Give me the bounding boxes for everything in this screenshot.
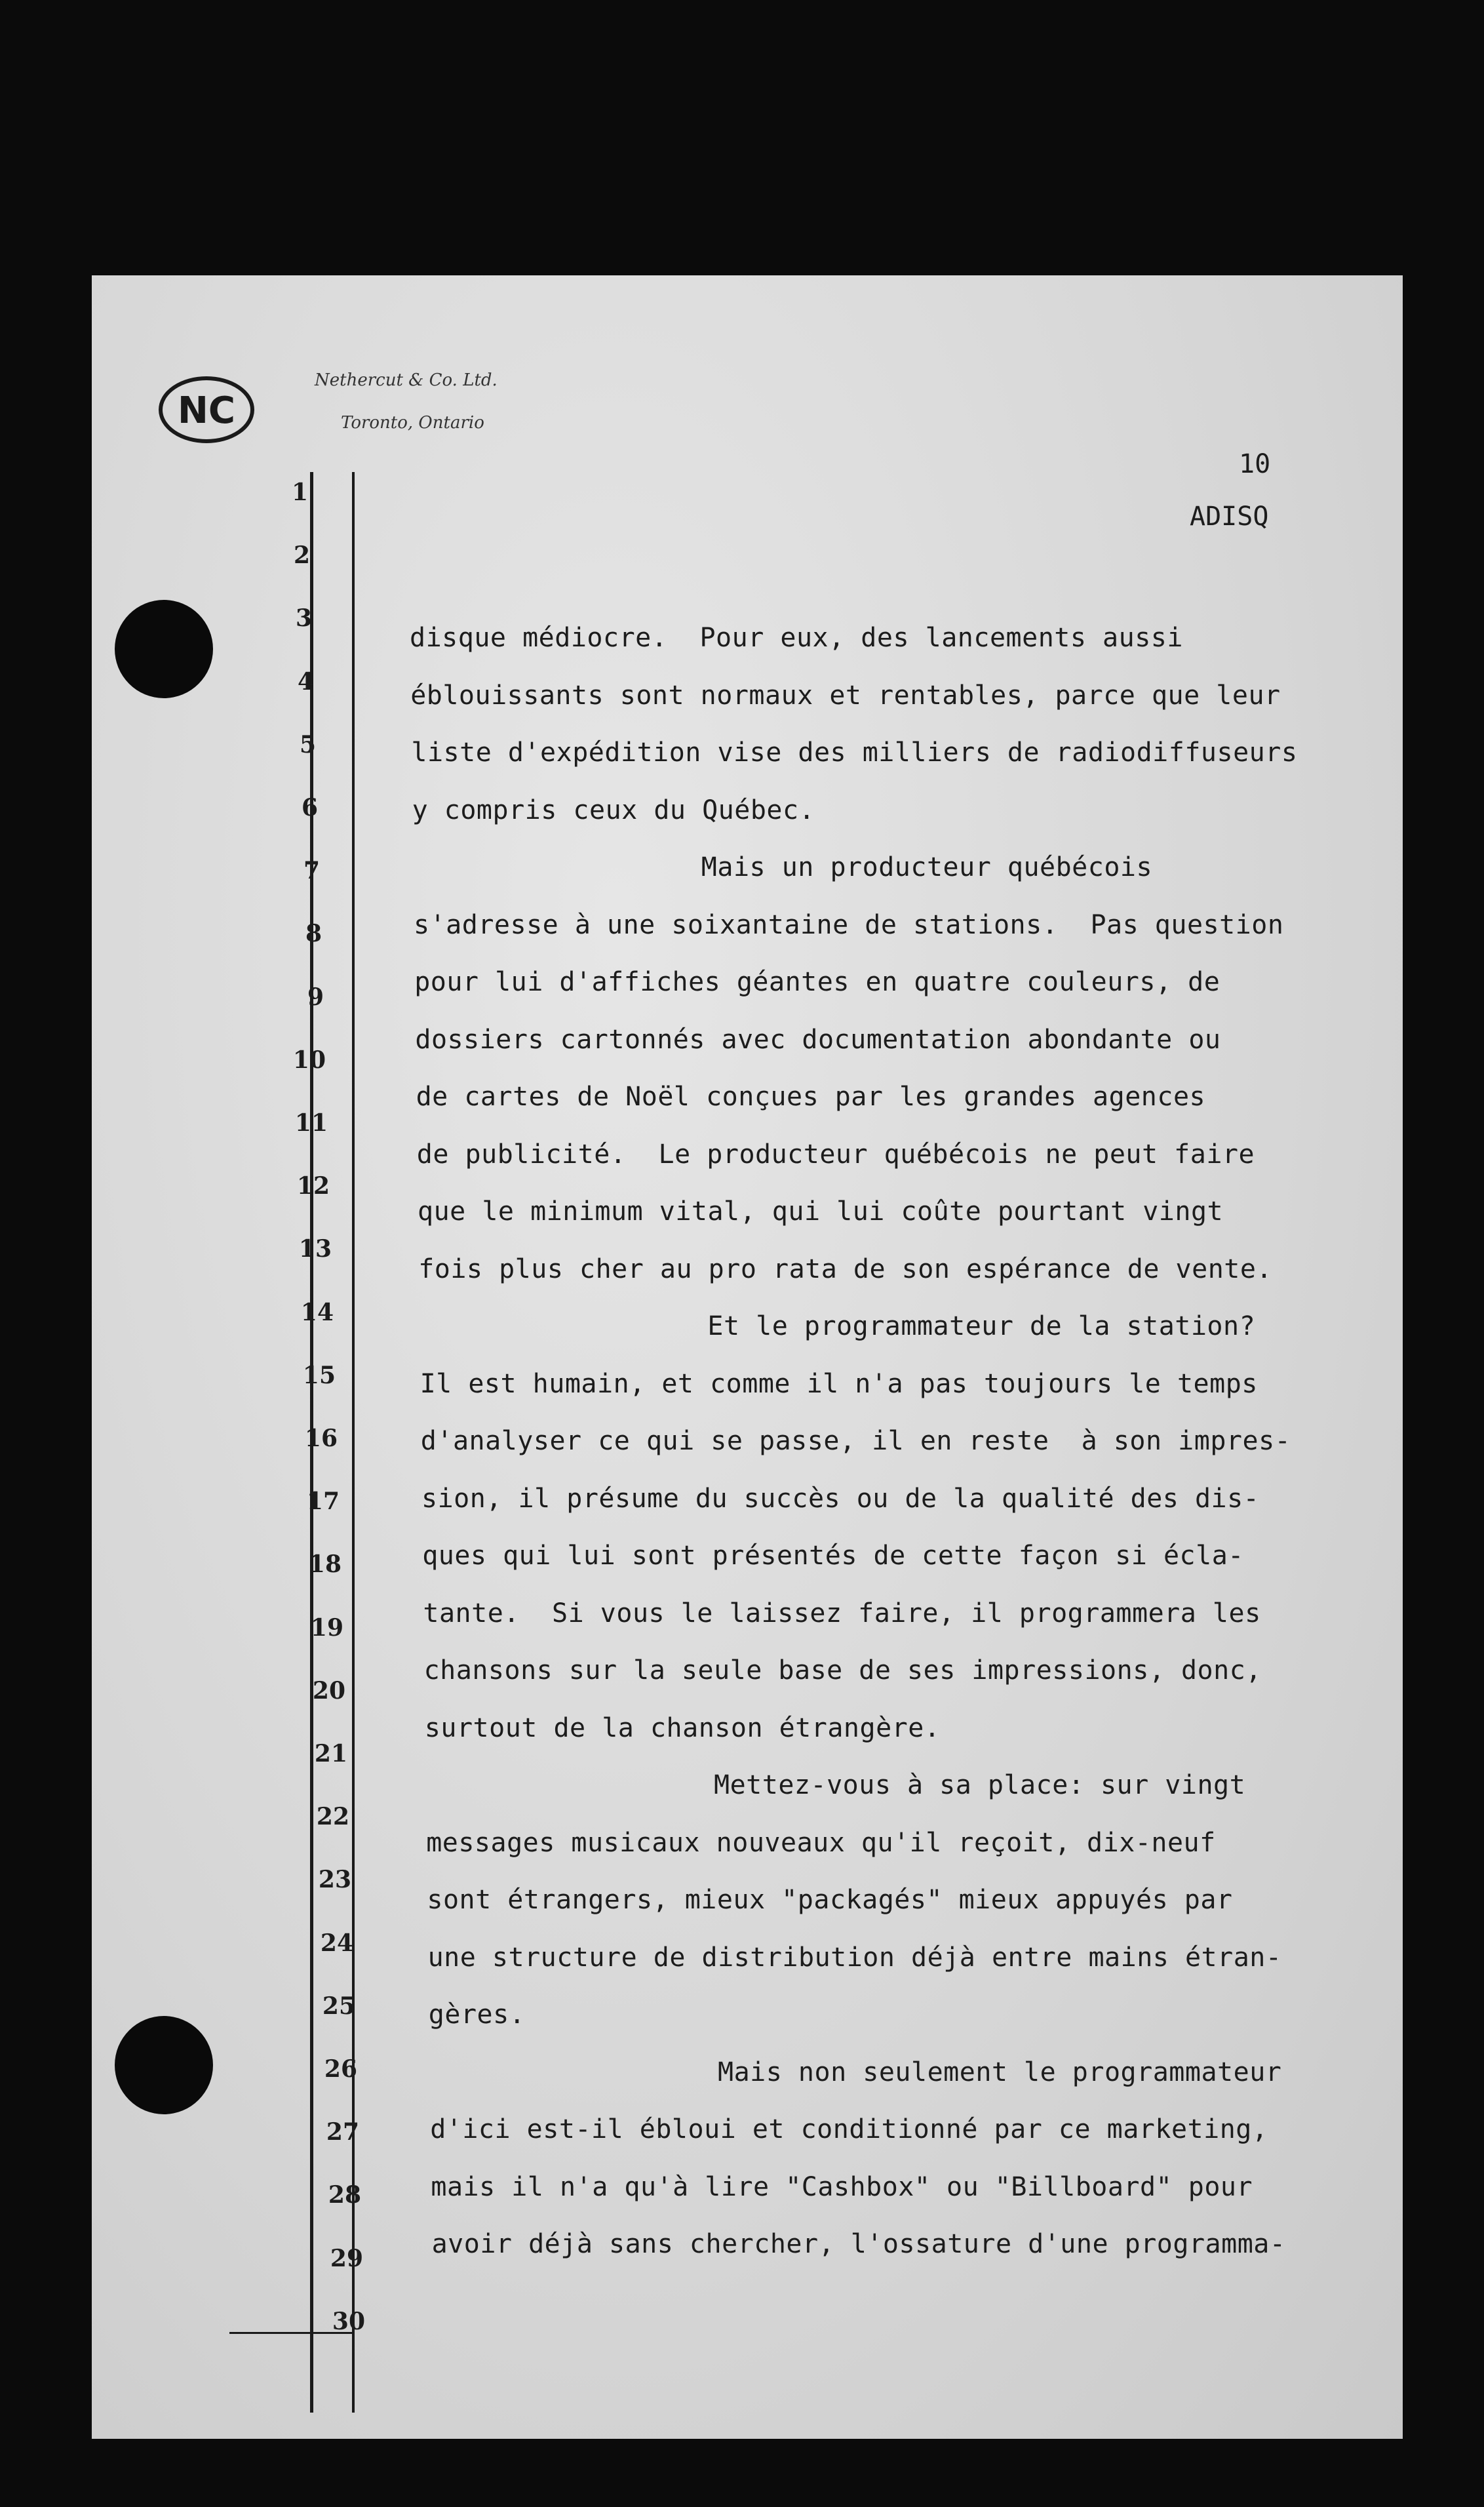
text-line: Mais un producteur québécois xyxy=(701,852,1153,882)
text-line: Mettez-vous à sa place: sur vingt xyxy=(714,1770,1246,1800)
text-line: d'analyser ce qui se passe, il en reste à son impres- xyxy=(420,1426,1291,1456)
text-line: éblouissants sont normaux et rentables, parce que leur xyxy=(410,680,1281,711)
logo-text: NC xyxy=(178,389,235,432)
line-number: 10 xyxy=(292,1046,326,1074)
line-number: 21 xyxy=(314,1740,347,1767)
line-number: 12 xyxy=(296,1172,330,1200)
line-number: 13 xyxy=(298,1235,332,1263)
line-number: 24 xyxy=(320,1929,353,1957)
text-line: que le minimum vital, qui lui coûte pourtant vingt xyxy=(418,1196,1224,1227)
line-number: 1 xyxy=(291,479,308,506)
line-number: 4 xyxy=(297,667,314,696)
text-line: messages musicaux nouveaux qu'il reçoit, dix-neuf xyxy=(426,1827,1216,1858)
text-line: sont étrangers, mieux "packagés" mieux appuyés par xyxy=(427,1885,1233,1915)
letterhead-company: Nethercut & Co. Ltd. xyxy=(315,370,498,390)
text-line: d'ici est-il ébloui et conditionné par ce marketing, xyxy=(430,2114,1268,2144)
text-line: Et le programmateur de la station? xyxy=(707,1311,1256,1341)
line-number: 23 xyxy=(318,1866,351,1894)
text-line: liste d'expédition vise des milliers de radiodiffuseurs xyxy=(411,738,1298,768)
line-number: 14 xyxy=(300,1298,334,1326)
text-line: tante. Si vous le laissez faire, il programmera les xyxy=(423,1598,1261,1629)
line-number: 15 xyxy=(302,1361,336,1389)
line-number: 3 xyxy=(295,604,312,633)
line-number: 7 xyxy=(303,857,320,885)
nc-logo-icon xyxy=(157,374,256,446)
page-header: ADISQ xyxy=(1190,502,1269,532)
text-line: disque médiocre. Pour eux, des lancements aussi xyxy=(410,623,1183,653)
line-number: 5 xyxy=(299,730,316,759)
text-line: de cartes de Noël conçues par les grandes agences xyxy=(416,1082,1206,1112)
text-line: s'adresse à une soixantaine de stations. Pas question xyxy=(414,909,1284,940)
line-number: 26 xyxy=(324,2055,357,2083)
line-number: 8 xyxy=(305,920,322,948)
line-number: 25 xyxy=(322,1992,355,2020)
letterhead-location: Toronto, Ontario xyxy=(341,413,484,433)
line-number: 11 xyxy=(294,1109,328,1137)
punch-hole xyxy=(115,600,213,698)
text-line: ques qui lui sont présentés de cette façon si écla- xyxy=(422,1541,1244,1571)
line-number: 9 xyxy=(307,983,324,1011)
line-number: 19 xyxy=(310,1613,343,1642)
text-line: dossiers cartonnés avec documentation abondante ou xyxy=(415,1024,1221,1055)
text-line: avoir déjà sans chercher, l'ossature d'une programma- xyxy=(431,2229,1286,2259)
line-number: 6 xyxy=(301,794,318,821)
page-number: 10 xyxy=(1239,449,1271,479)
text-line: y compris ceux du Québec. xyxy=(412,795,815,825)
line-number: 20 xyxy=(312,1676,345,1705)
punch-hole xyxy=(115,2016,213,2114)
line-number: 17 xyxy=(306,1488,340,1516)
line-number: 2 xyxy=(293,542,310,570)
text-line: surtout de la chanson étrangère. xyxy=(424,1712,941,1743)
text-line: Il est humain, et comme il n'a pas toujours le temps xyxy=(420,1368,1258,1399)
line-number: 16 xyxy=(304,1425,338,1452)
text-line: mais il n'a qu'à lire "Cashbox" ou "Billboard" pour xyxy=(431,2171,1253,2202)
text-line: une structure de distribution déjà entre mains étran- xyxy=(427,1942,1282,1973)
text-line: pour lui d'affiches géantes en quatre couleurs, de xyxy=(414,967,1220,997)
line-number: 29 xyxy=(330,2244,363,2272)
line-number: 30 xyxy=(332,2307,365,2335)
text-line: chansons sur la seule base de ses impressions, donc, xyxy=(423,1655,1262,1686)
line-number: 27 xyxy=(326,2118,359,2146)
text-line: gères. xyxy=(428,2000,526,2030)
text-line: sion, il présume du succès ou de la qualité des dis- xyxy=(421,1483,1260,1514)
line-number: 22 xyxy=(316,1803,349,1831)
line-number: 28 xyxy=(328,2181,361,2209)
text-line: Mais non seulement le programmateur xyxy=(718,2057,1282,2087)
text-line: de publicité. Le producteur québécois ne peut faire xyxy=(416,1139,1255,1170)
text-line: fois plus cher au pro rata de son espérance de vente. xyxy=(418,1254,1273,1284)
line-number: 18 xyxy=(308,1550,342,1579)
